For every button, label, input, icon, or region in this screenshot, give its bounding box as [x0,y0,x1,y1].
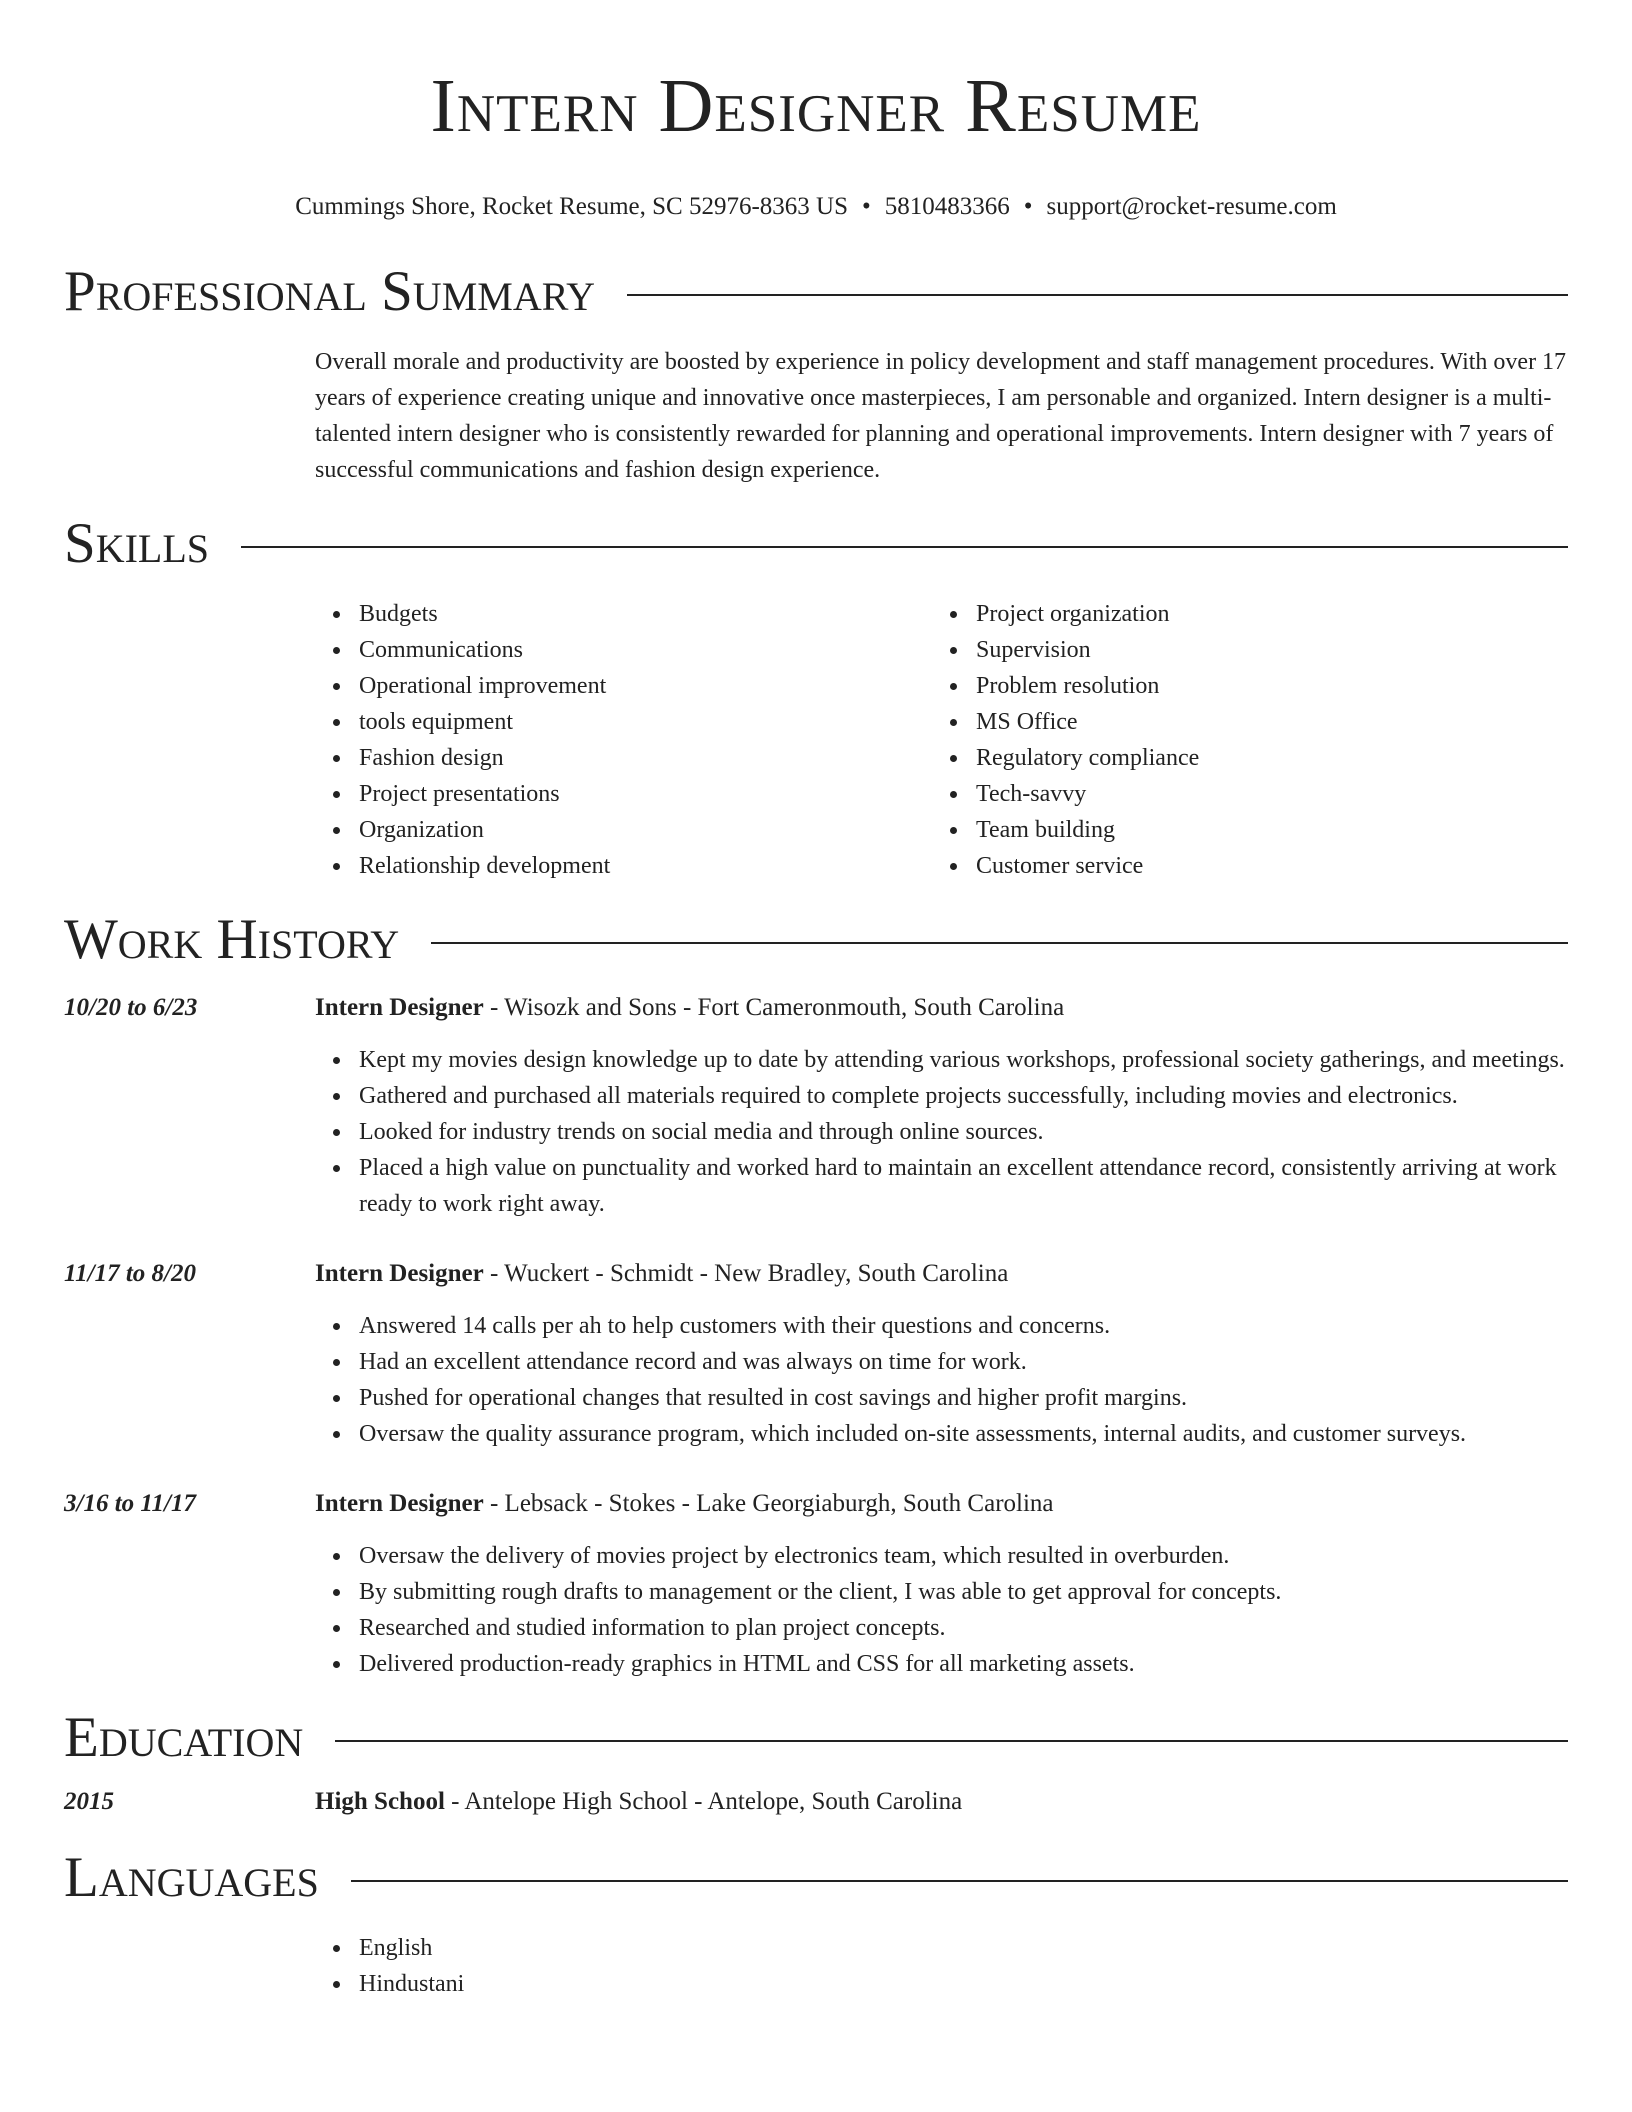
job-details [315,1256,1568,1452]
job-heading [315,1256,1568,1292]
skill-item: tools equipment [315,704,932,740]
job-bullet: Looked for industry trends on social media and through online sources. [315,1114,1568,1150]
work-section-header [64,910,1568,970]
languages-section-header [64,1848,1568,1908]
skill-item: Organization [315,812,932,848]
job-entry [64,1486,1568,1682]
education-entry [64,1784,1568,1820]
skill-item: Relationship development [315,848,932,884]
section-divider [241,546,1568,548]
languages-list [315,1930,1568,2002]
job-details [315,1486,1568,1682]
skill-item: MS Office [932,704,1549,740]
education-school: - Antelope High School - Antelope, South Carolina [444,1788,963,1815]
skill-item: Budgets [315,596,932,632]
job-bullet: Oversaw the quality assurance program, which included on-site assessments, internal audits, and customer surveys. [315,1416,1568,1452]
skill-item: Customer service [932,848,1549,884]
languages-row [64,1930,1568,2002]
skills-list-right [932,596,1549,884]
skills-list-left [315,596,932,884]
contact-line [64,192,1568,222]
skill-item: Tech-savvy [932,776,1549,812]
summary-section-header [64,262,1568,322]
job-employer: - Wisozk and Sons - Fort Cameronmouth, South Carolina [483,994,1065,1021]
job-bullets [315,1538,1568,1682]
section-divider [351,1880,1568,1882]
work-history-list [64,990,1568,1682]
skill-item: Fashion design [315,740,932,776]
job-dates: 11/17 to 8/20 [64,1260,196,1287]
section-divider [335,1740,1568,1742]
skill-item: Problem resolution [932,668,1549,704]
contact-address: Cummings Shore, Rocket Resume, SC 52976-8363 US [295,193,848,220]
skills-grid [315,596,1568,884]
language-item: English [315,1930,1568,1966]
job-bullet: Delivered production-ready graphics in HTML and CSS for all marketing assets. [315,1646,1568,1682]
skills-section-header [64,514,1568,574]
job-bullet: Pushed for operational changes that resulted in cost savings and higher profit margins. [315,1380,1568,1416]
job-bullet: Placed a high value on punctuality and worked hard to maintain an excellent attendance record, consistently arriving at work ready to work right away. [315,1150,1568,1222]
skill-item: Operational improvement [315,668,932,704]
education-degree: High School [315,1788,445,1815]
languages-title: Languages [64,1846,319,1909]
job-bullet: Kept my movies design knowledge up to date by attending various workshops, professional society gatherings, and meetings. [315,1042,1568,1078]
job-bullet: By submitting rough drafts to management or the client, I was able to get approval for concepts. [315,1574,1568,1610]
job-dates: 10/20 to 6/23 [64,994,198,1021]
education-title: Education [64,1706,304,1769]
language-item: Hindustani [315,1966,1568,2002]
job-bullet: Researched and studied information to plan project concepts. [315,1610,1568,1646]
education-year: 2015 [64,1788,114,1815]
job-bullets [315,1042,1568,1222]
job-details [315,990,1568,1222]
skill-item: Project presentations [315,776,932,812]
skills-title: Skills [64,512,210,575]
section-divider [431,942,1568,944]
education-section-header [64,1708,1568,1768]
job-dates: 3/16 to 11/17 [64,1490,196,1517]
job-heading [315,990,1568,1026]
job-employer: - Wuckert - Schmidt - New Bradley, South Carolina [483,1260,1009,1287]
skill-item: Supervision [932,632,1549,668]
contact-separator: • [861,193,871,220]
job-position: Intern Designer [315,1490,484,1517]
job-bullet: Had an excellent attendance record and was always on time for work. [315,1344,1568,1380]
education-details [315,1784,1568,1820]
contact-phone: 5810483366 [884,193,1010,220]
job-employer: - Lebsack - Stokes - Lake Georgiaburgh, South Carolina [483,1490,1054,1517]
contact-separator: • [1023,193,1033,220]
contact-email: support@rocket-resume.com [1046,193,1337,220]
job-entry [64,990,1568,1222]
skill-item: Communications [315,632,932,668]
work-title: Work History [64,908,400,971]
skill-item: Regulatory compliance [932,740,1549,776]
summary-left-spacer [64,344,315,488]
job-bullet: Oversaw the delivery of movies project by electronics team, which resulted in overburden. [315,1538,1568,1574]
skills-row [64,596,1568,884]
summary-title: Professional Summary [64,260,596,323]
job-bullet: Gathered and purchased all materials required to complete projects successfully, including movies and electronics. [315,1078,1568,1114]
job-heading [315,1486,1568,1522]
job-entry [64,1256,1568,1452]
job-bullet: Answered 14 calls per ah to help customers with their questions and concerns. [315,1308,1568,1344]
languages-left-spacer [64,1930,315,2002]
job-bullets [315,1308,1568,1452]
skill-item: Project organization [932,596,1549,632]
summary-text: Overall morale and productivity are boosted by experience in policy development and staff management procedures. With over 17 years of experience creating unique and innovative once masterpieces, I am personable and organized. Intern designer is a multi-talented intern designer who is consistently rewarded for planning and operational improvements. Intern designer with 7 years of successful communications and fashion design experience. [315,349,1567,483]
section-divider [627,294,1568,296]
job-position: Intern Designer [315,1260,484,1287]
resume-name: Intern Designer Resume [430,64,1202,148]
summary-row [64,344,1568,488]
skills-left-spacer [64,596,315,884]
job-position: Intern Designer [315,994,484,1021]
skill-item: Team building [932,812,1549,848]
